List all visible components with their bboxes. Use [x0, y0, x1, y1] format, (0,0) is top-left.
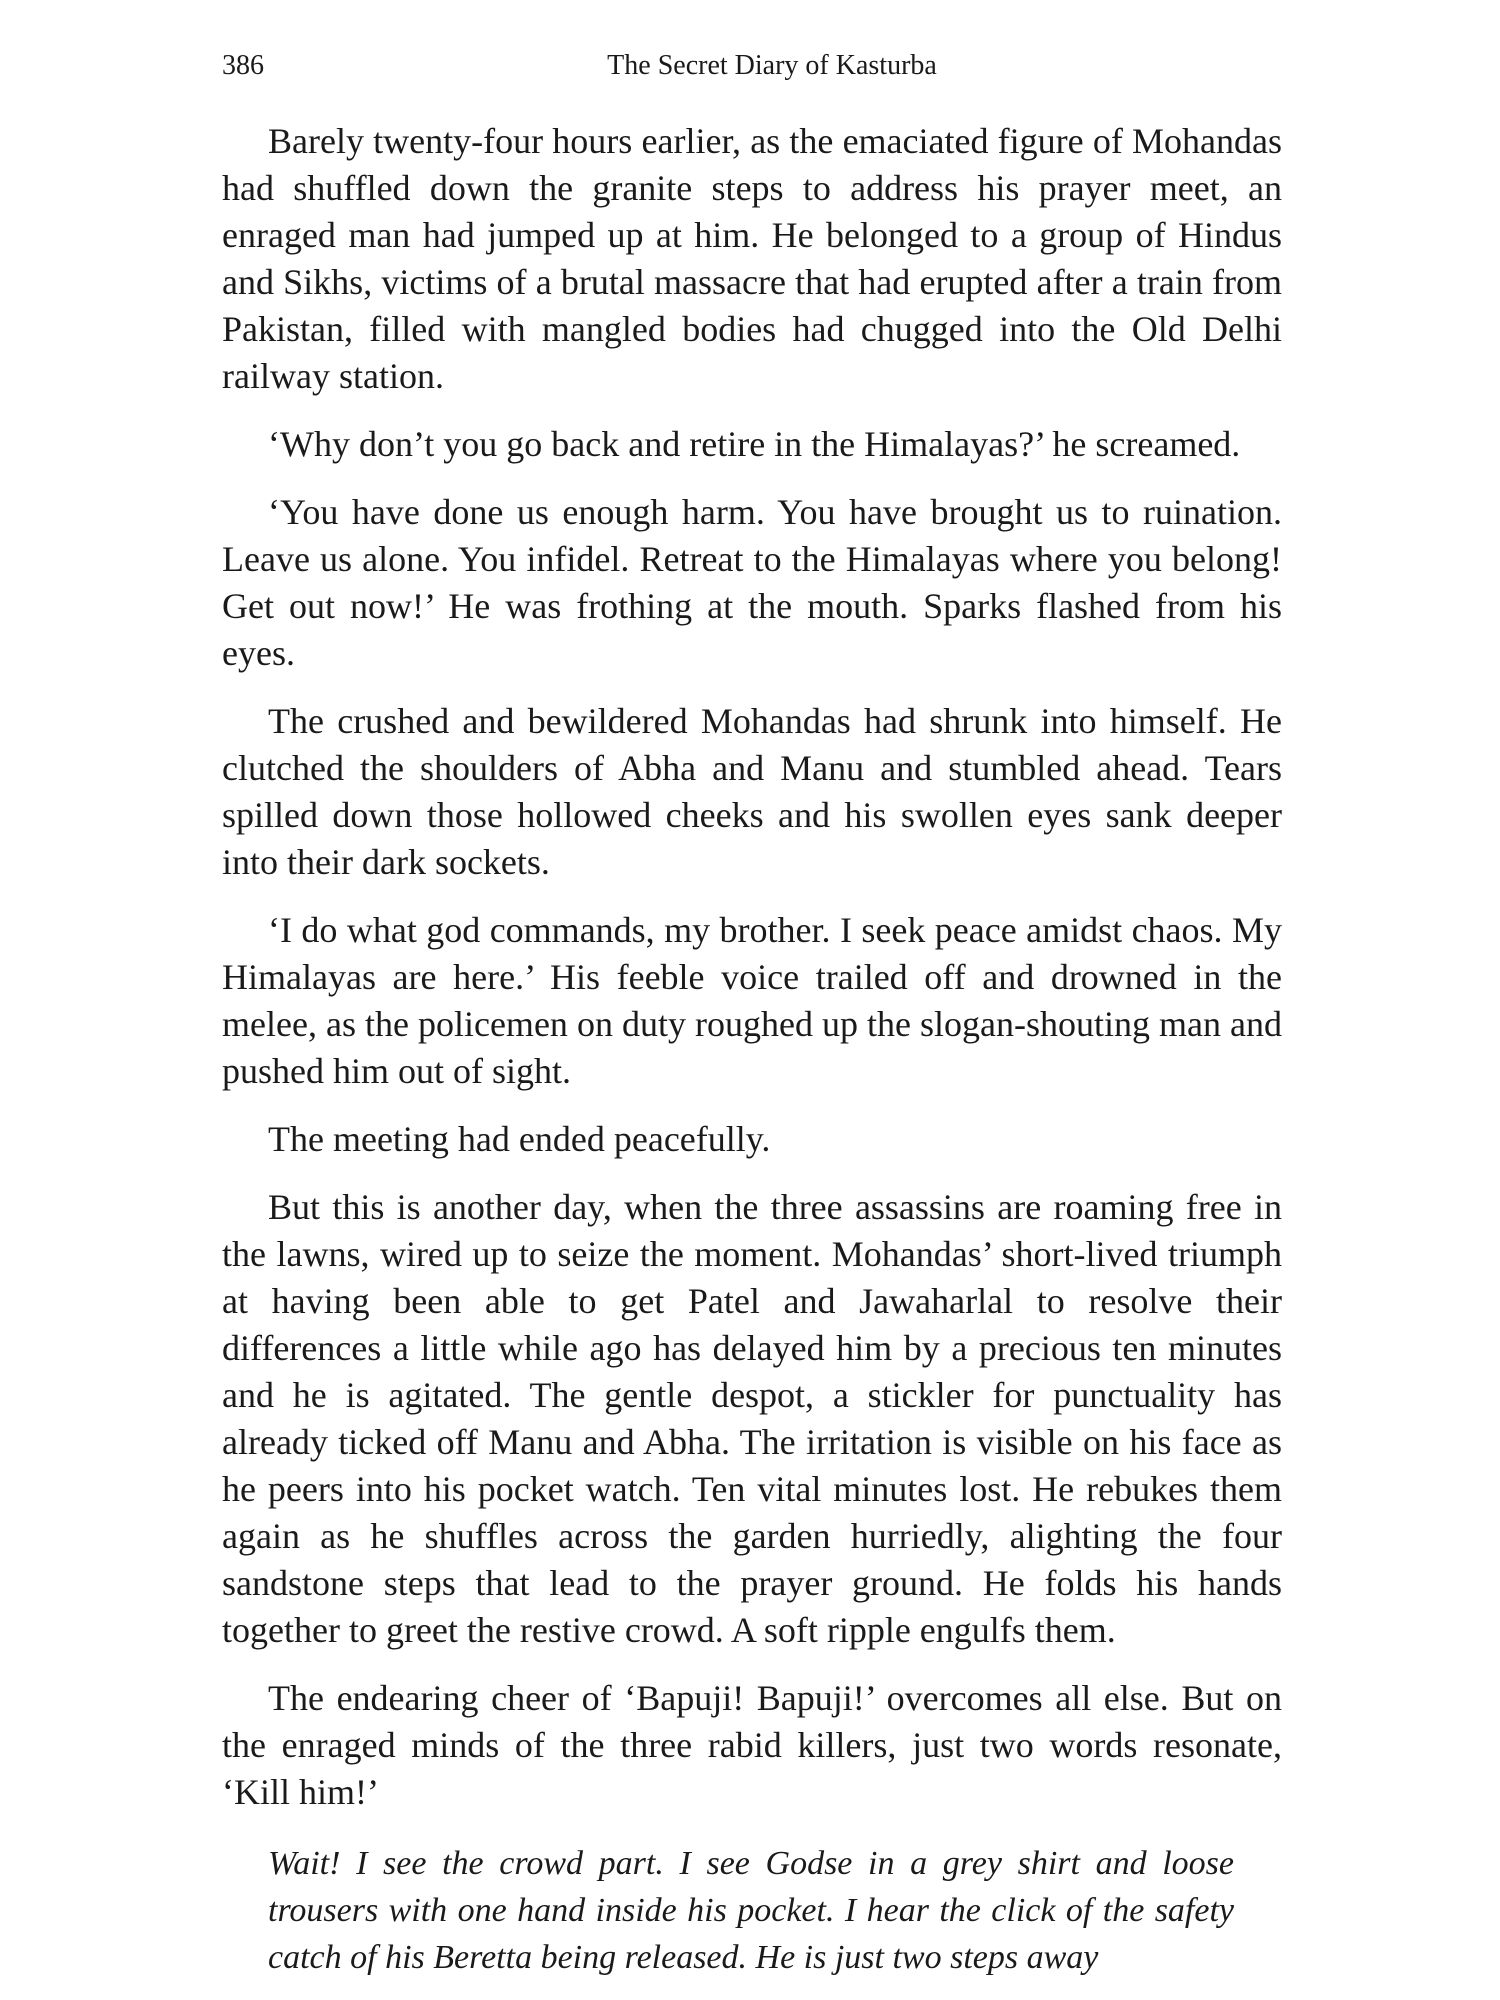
paragraph: Barely twenty-four hours earlier, as the emaciated figure of Mohandas had shuffled down the granite steps to address his prayer meet, an enraged man had jumped up at him. He belonged to a group of Hindus and Sikhs, victims of a brutal massacre that had erupted after a train from Pakistan, filled with mangled bodies had chugged into the Old Delhi railway station.	[222, 121, 1282, 396]
paragraph: ‘I do what god commands, my brother. I seek peace amidst chaos. My Himalayas are here.’ His feeble voice trailed off and drowned in the melee, as the policemen on duty roughed up the slogan-shouting man and pushed him out of sight.	[222, 910, 1282, 1091]
paragraph: But this is another day, when the three assassins are roaming free in the lawns, wired up to seize the moment. Mohandas’ short-lived triumph at having been able to get Patel and Jawaharlal to resolve their differences a little while ago has delayed him by a precious ten minutes and he is agitated. The gentle despot, a stickler for punctuality has already ticked off Manu and Abha. The irritation is visible on his face as he peers into his pocket watch. Ten vital minutes lost. He rebukes them again as he shuffles across the garden hurriedly, alighting the four sandstone steps that lead to the prayer ground. He folds his hands together to greet the restive crowd. A soft ripple engulfs them.	[222, 1187, 1282, 1650]
body-text	[222, 118, 1282, 1837]
paragraph: ‘Why don’t you go back and retire in the Himalayas?’ he screamed.	[268, 424, 1241, 464]
page-number: 386	[222, 50, 264, 81]
diary-entry-text: Wait! I see the crowd part. I see Godse in a grey shirt and loose trousers with one hand inside his pocket. I hear the click of the safety catch of his Beretta being released. He is just two steps away	[268, 1845, 1234, 1976]
diary-entry	[268, 1840, 1234, 1981]
paragraph: ‘You have done us enough harm. You have brought us to ruination. Leave us alone. You infidel. Retreat to the Himalayas where you belong! Get out now!’ He was frothing at the mouth. Sparks flashed from his eyes.	[222, 492, 1282, 673]
paragraph: The crushed and bewildered Mohandas had shrunk into himself. He clutched the shoulders of Abha and Manu and stumbled ahead. Tears spilled down those hollowed cheeks and his swollen eyes sank deeper into their dark sockets.	[222, 701, 1282, 882]
running-head	[222, 46, 1282, 86]
paragraph: The endearing cheer of ‘Bapuji! Bapuji!’ overcomes all else. But on the enraged minds of the three rabid killers, just two words resonate, ‘Kill him!’	[222, 1678, 1282, 1812]
book-title: The Secret Diary of Kasturba	[607, 50, 937, 81]
paragraph: The meeting had ended peacefully.	[268, 1119, 771, 1159]
